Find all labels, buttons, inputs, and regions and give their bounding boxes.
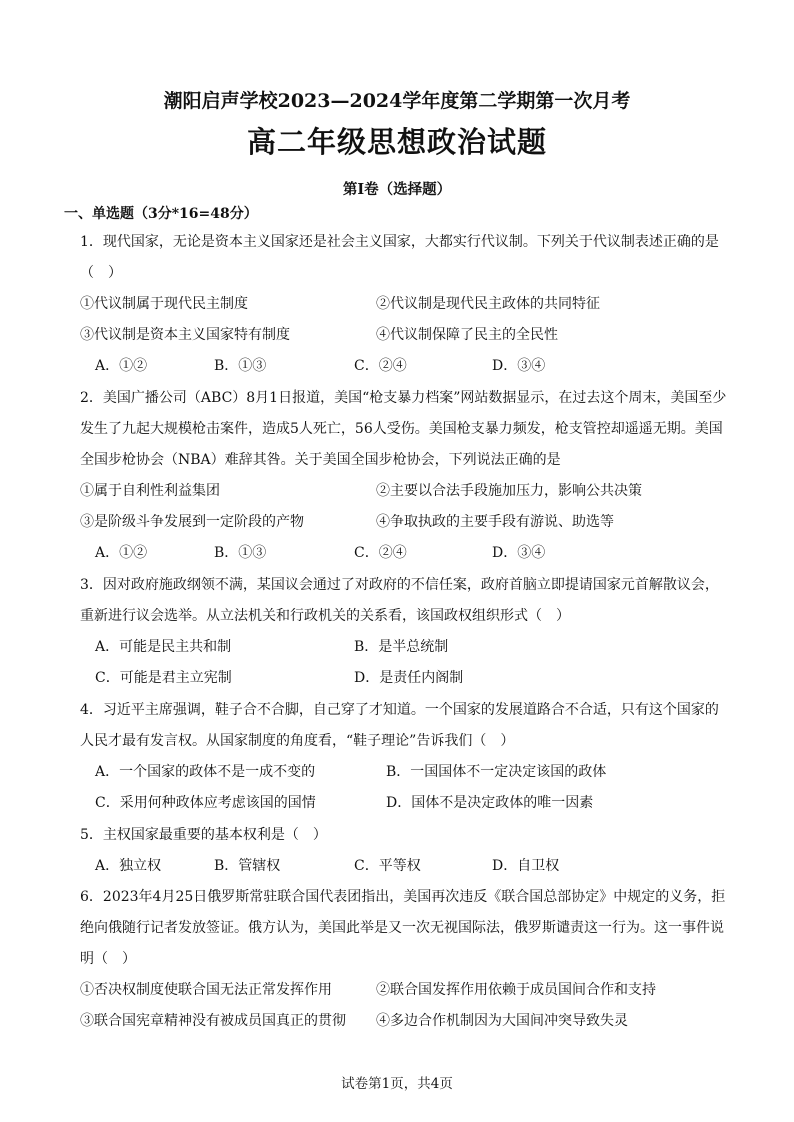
q2-choice: D．③④ <box>492 545 546 561</box>
q4-choice: C．采用何种政体应考虑该国的国情 <box>95 795 316 811</box>
q1-item: ②代议制是现代民主政体的共同特征 <box>376 296 600 312</box>
school-exam-header: 潮阳启声学校2023—2024学年度第二学期第一次月考 <box>163 90 631 112</box>
q3-stem-line: 3．因对政府施政纲领不满，某国议会通过了对政府的不信任案，政府首脑立即提请国家元首解散议会， <box>80 577 719 593</box>
q6-item: ④多边合作机制因为大国间冲突导致失灵 <box>376 1013 628 1029</box>
q5-choice: A．独立权 <box>95 858 162 874</box>
q6-item: ②联合国发挥作用依赖于成员国间合作和支持 <box>376 982 656 998</box>
q6-item: ①否决权制度使联合国无法正常发挥作用 <box>80 982 332 998</box>
q2-stem-line: 2．美国广播公司（ABC）8月1日报道，美国“枪支暴力档案”网站数据显示，在过去这个周末，美国至少 <box>80 390 727 406</box>
exam-title: 高二年级思想政治试题 <box>246 125 547 159</box>
q5-stem-line: 5．主权国家最重要的基本权利是（ ） <box>80 827 327 843</box>
q3-choice: A．可能是民主共和制 <box>95 639 232 655</box>
q4-choice: D．国体不是决定政体的唯一因素 <box>386 795 594 811</box>
q4-stem-line: 人民才最有发言权。从国家制度的角度看，“鞋子理论”告诉我们（ ） <box>80 733 515 749</box>
q6-stem-line: 绝向俄随行记者发放签证。俄方认为，美国此举是又一次无视国际法，俄罗斯谴责这一行为。这一事件说 <box>80 920 724 936</box>
q1-item: ④代议制保障了民主的全民性 <box>376 327 558 343</box>
q2-choice: C．②④ <box>354 545 407 561</box>
q4-choice: B．一国国体不一定决定该国的政体 <box>386 764 607 780</box>
q6-item: ③联合国宪章精神没有被成员国真正的贯彻 <box>80 1013 346 1029</box>
q1-stem-line: 1．现代国家，无论是资本主义国家还是社会主义国家，大都实行代议制。下列关于代议制表述正确的是 <box>80 234 719 250</box>
q2-item: ③是阶级斗争发展到一定阶段的产物 <box>80 514 304 530</box>
q2-item: ①属于自利性利益集团 <box>80 483 220 499</box>
q3-choice: C．可能是君主立宪制 <box>95 670 232 686</box>
q2-item: ④争取执政的主要手段有游说、助选等 <box>376 514 614 530</box>
q2-choice: A．①② <box>95 545 148 561</box>
q4-choice: A．一个国家的政体不是一成不变的 <box>95 764 316 780</box>
q1-choice: D．③④ <box>492 358 546 374</box>
q2-item: ②主要以合法手段施加压力，影响公共决策 <box>376 483 642 499</box>
q5-choice: C．平等权 <box>354 858 421 874</box>
q3-choice: D．是责任内阁制 <box>354 670 464 686</box>
q1-item: ③代议制是资本主义国家特有制度 <box>80 327 290 343</box>
q6-stem-line: 明（ ） <box>80 951 136 967</box>
q4-stem-line: 4．习近平主席强调，鞋子合不合脚，自己穿了才知道。一个国家的发展道路合不合适，只有这个国家的 <box>80 702 719 718</box>
q1-choice: C．②④ <box>354 358 407 374</box>
q3-choice: B．是半总统制 <box>354 639 449 655</box>
q1-item: ①代议制属于现代民主制度 <box>80 296 248 312</box>
q2-stem-line: 全国步枪协会（NBA）难辞其咎。关于美国全国步枪协会，下列说法正确的是 <box>80 452 561 468</box>
q2-choice: B．①③ <box>214 545 267 561</box>
q1-stem-line: （ ） <box>80 265 122 281</box>
q1-choice: B．①③ <box>214 358 267 374</box>
q5-choice: D．自卫权 <box>492 858 560 874</box>
q6-stem-line: 6．2023年4月25日俄罗斯常驻联合国代表团指出，美国再次违反《联合国总部协定》中规定的义务，拒 <box>80 889 726 905</box>
q3-stem-line: 重新进行议会选举。从立法机关和行政机关的关系看，该国政权组织形式（ ） <box>80 608 570 624</box>
part-title: 第Ⅰ卷（选择题） <box>342 181 452 198</box>
q5-choice: B．管辖权 <box>214 858 281 874</box>
page-footer: 试卷第1页，共4页 <box>341 1076 453 1092</box>
q2-stem-line: 发生了九起大规模枪击案件，造成5人死亡，56人受伤。美国枪支暴力频发，枪支管控却遥遥无期。美国 <box>80 421 723 437</box>
q1-choice: A．①② <box>95 358 148 374</box>
section-title: 一、单选题（3分*16=48分） <box>64 206 258 222</box>
